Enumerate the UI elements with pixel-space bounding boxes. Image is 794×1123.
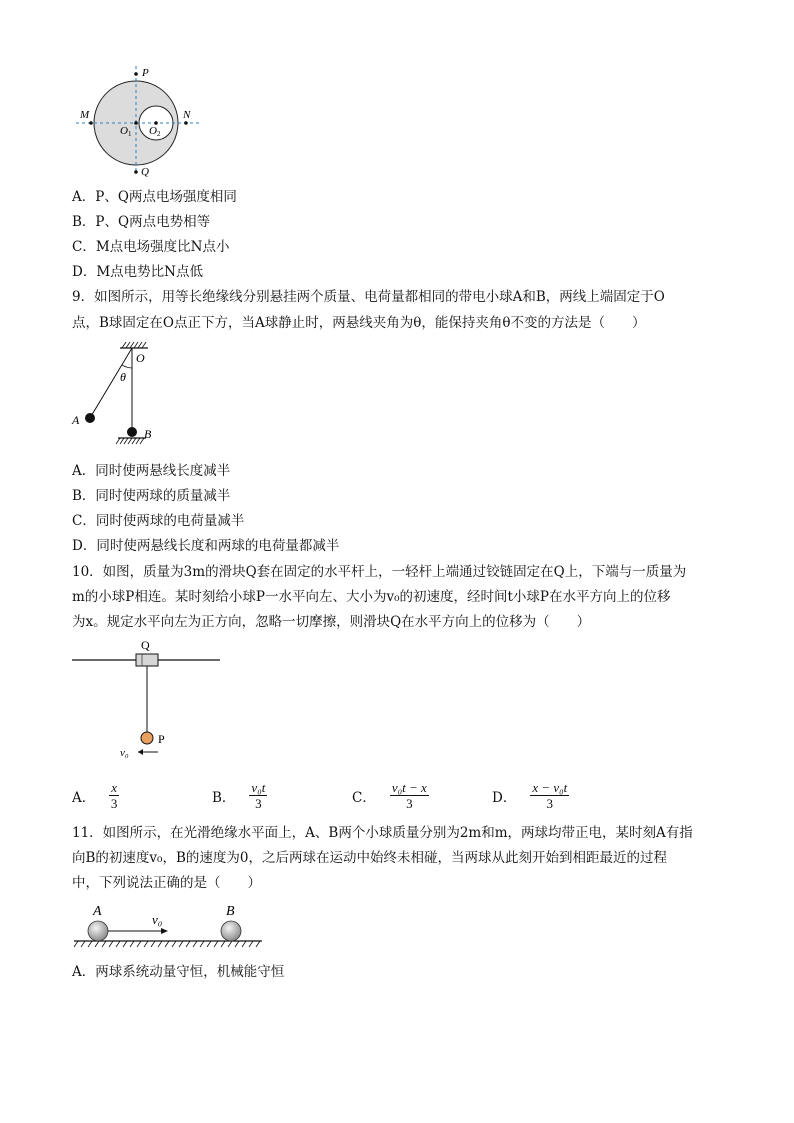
q11-stem-line-2: 向B的初速度v₀，B的速度为0，之后两球在运动中始终未相碰，当两球从此刻开始到相距最近的过程 bbox=[72, 850, 667, 866]
label-P: P bbox=[158, 732, 165, 746]
q8-figure bbox=[70, 62, 210, 180]
numerator: x − v₀t bbox=[532, 780, 568, 795]
slider-Q bbox=[136, 654, 158, 666]
denominator: 3 bbox=[255, 796, 262, 811]
q9-option-d: D．同时使两悬线长度和两球的电荷量都减半 bbox=[72, 538, 340, 554]
label-B: B bbox=[144, 427, 152, 441]
q10-option-a bbox=[72, 780, 119, 811]
ceiling-hatch bbox=[122, 342, 146, 348]
label-O1: O1 bbox=[120, 125, 132, 138]
ball-A bbox=[88, 921, 108, 941]
q9-stem-line-2: 点，B球固定在O点正下方，当A球静止时，两悬线夹角为θ，能保持夹角θ不变的方法是（ ） bbox=[72, 315, 646, 331]
floor-hatch bbox=[116, 438, 144, 444]
fraction bbox=[530, 780, 569, 811]
q10-option-d bbox=[492, 780, 569, 811]
ball-B bbox=[221, 921, 241, 941]
q9-stem-line-1: 9．如图所示，用等长绝缘线分别悬挂两个质量、电荷量都相同的带电小球A和B，两线上端固定于O bbox=[72, 289, 665, 305]
q10-stem-line-3: 为x。规定水平向左为正方向，忽略一切摩擦，则滑块Q在水平方向上的位移为（ ） bbox=[72, 614, 591, 630]
ball-A bbox=[85, 413, 95, 423]
numerator: v₀t − x bbox=[391, 780, 427, 795]
denominator: 3 bbox=[406, 796, 413, 811]
q10-figure bbox=[70, 640, 230, 762]
option-letter: B． bbox=[212, 789, 236, 806]
label-theta: θ bbox=[120, 370, 126, 384]
q11-figure bbox=[70, 900, 270, 956]
q8-option-a: A．P、Q两点电场强度相同 bbox=[72, 189, 237, 205]
label-v0: v₀ bbox=[152, 912, 163, 927]
label-O: O bbox=[136, 351, 145, 365]
label-B: B bbox=[226, 904, 235, 919]
option-letter: A． bbox=[72, 789, 96, 806]
option-letter: C． bbox=[352, 789, 376, 806]
denominator: 3 bbox=[110, 796, 118, 811]
velocity-arrowhead bbox=[161, 928, 168, 934]
label-O2: O2 bbox=[149, 125, 161, 138]
q10-stem-line-2: m的小球P相连。某时刻给小球P一水平向左、大小为v₀的初速度，经时间t小球P在水平方向上的位移 bbox=[72, 589, 671, 605]
label-A: A bbox=[72, 413, 80, 427]
q8-option-d: D．M点电势比N点低 bbox=[72, 264, 203, 280]
label-v0: v₀ bbox=[120, 747, 129, 759]
q11-option-a: A．两球系统动量守恒，机械能守恒 bbox=[72, 964, 285, 980]
fraction bbox=[109, 780, 119, 811]
angle-arc bbox=[122, 365, 132, 368]
point-M bbox=[89, 121, 93, 125]
label-A: A bbox=[93, 904, 102, 919]
numerator: v₀t bbox=[251, 780, 266, 795]
q11-stem-line-1: 11．如图所示，在光滑绝缘水平面上，A、B两个小球质量分别为2m和m，两球均带正电，某时刻A有指 bbox=[72, 825, 693, 841]
q10-option-b bbox=[212, 780, 267, 811]
q10-option-c bbox=[352, 780, 429, 811]
q9-figure bbox=[68, 338, 178, 454]
numerator: x bbox=[111, 780, 118, 795]
ball-B bbox=[127, 427, 137, 437]
q10-stem-line-1: 10．如图，质量为3m的滑块Q套在固定的水平杆上，一轻杆上端通过铰链固定在Q上，下端与一质量为 bbox=[72, 564, 687, 580]
point-P bbox=[134, 72, 138, 76]
q8-option-b: B．P、Q两点电势相等 bbox=[72, 214, 211, 230]
q9-option-b: B．同时使两球的质量减半 bbox=[72, 488, 231, 504]
option-letter: D． bbox=[492, 789, 517, 806]
q8-option-c: C．M点电场强度比N点小 bbox=[72, 239, 230, 255]
q9-option-c: C．同时使两球的电荷量减半 bbox=[72, 513, 245, 529]
point-N bbox=[184, 121, 188, 125]
q9-option-a: A．同时使两悬线长度减半 bbox=[72, 463, 231, 479]
velocity-arrowhead bbox=[138, 749, 143, 755]
point-Q bbox=[134, 170, 138, 174]
fraction bbox=[390, 780, 429, 811]
label-M: M bbox=[80, 109, 90, 121]
fraction bbox=[249, 780, 267, 811]
label-N: N bbox=[183, 109, 191, 121]
denominator: 3 bbox=[546, 796, 554, 811]
q11-stem-line-3: 中，下列说法正确的是（ ） bbox=[72, 875, 261, 891]
ball-P bbox=[141, 732, 153, 744]
surface-hatch bbox=[74, 941, 260, 947]
label-Q: Q bbox=[141, 166, 149, 178]
point-O1 bbox=[134, 121, 138, 125]
label-P: P bbox=[142, 67, 149, 79]
label-Q: Q bbox=[141, 640, 150, 652]
